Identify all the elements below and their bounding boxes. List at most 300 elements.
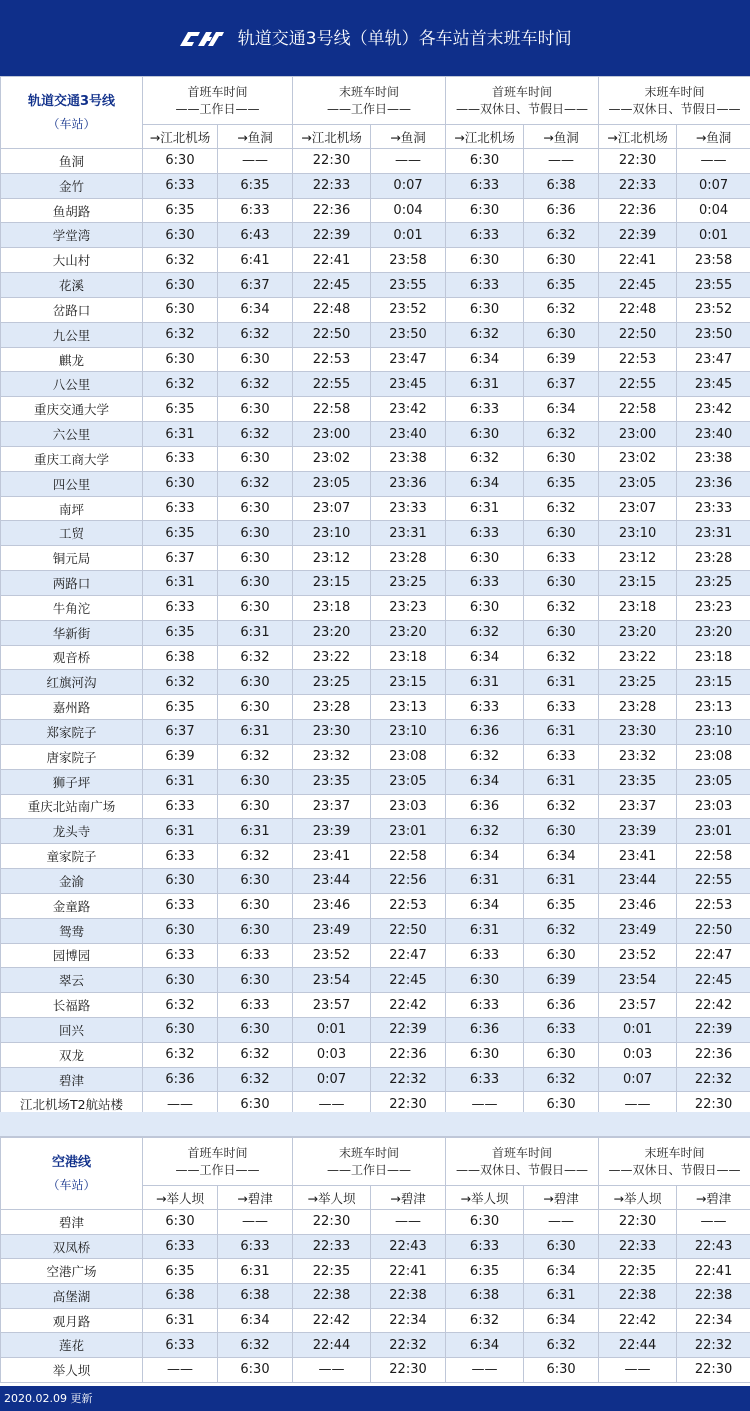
time-cell: 6:30	[143, 918, 218, 943]
time-cell: 6:30	[143, 273, 218, 298]
station-row	[1, 322, 750, 347]
time-cell: 23:49	[599, 918, 677, 943]
time-cell: 6:31	[218, 720, 293, 745]
time-cell: 6:30	[218, 794, 293, 819]
time-cell: 6:32	[446, 1308, 524, 1333]
time-cell: 6:30	[446, 595, 524, 620]
time-cell: 23:58	[371, 248, 446, 273]
time-cell: 6:32	[218, 1333, 293, 1358]
time-group-label: 首班车时间	[492, 84, 553, 99]
time-cell: 6:30	[143, 1017, 218, 1042]
time-cell: 23:00	[293, 422, 371, 447]
time-cell: 0:01	[677, 223, 750, 248]
time-cell: 6:35	[143, 198, 218, 223]
time-cell: 6:39	[524, 968, 599, 993]
time-cell: 22:47	[677, 943, 750, 968]
time-cell: 22:30	[293, 149, 371, 174]
time-cell: 23:15	[677, 670, 750, 695]
time-cell: 6:33	[143, 943, 218, 968]
time-cell: 22:36	[677, 1042, 750, 1067]
time-cell: 22:41	[293, 248, 371, 273]
time-cell: 22:34	[677, 1308, 750, 1333]
time-cell: 6:30	[524, 248, 599, 273]
time-cell: ——	[218, 149, 293, 174]
time-cell: 23:25	[677, 571, 750, 596]
time-cell: 6:32	[446, 819, 524, 844]
time-cell: 23:15	[599, 571, 677, 596]
time-cell: 23:01	[677, 819, 750, 844]
time-cell: 22:53	[371, 893, 446, 918]
time-cell: 22:44	[293, 1333, 371, 1358]
time-cell: 6:31	[446, 869, 524, 894]
time-cell: 22:50	[599, 322, 677, 347]
time-cell: 6:33	[143, 844, 218, 869]
station-row	[1, 695, 750, 720]
time-cell: 23:05	[599, 471, 677, 496]
time-cell: 6:33	[218, 943, 293, 968]
time-cell: 0:04	[371, 198, 446, 223]
station-name: 观音桥	[1, 645, 143, 670]
time-cell: 6:30	[218, 670, 293, 695]
time-cell: 6:30	[143, 869, 218, 894]
time-cell: 22:35	[599, 1259, 677, 1284]
time-group-label: 首班车时间	[187, 1145, 248, 1160]
time-cell: 6:34	[446, 471, 524, 496]
time-cell: 22:38	[677, 1284, 750, 1309]
time-cell: 23:41	[599, 844, 677, 869]
time-cell: 23:50	[371, 322, 446, 347]
time-cell: 22:35	[293, 1259, 371, 1284]
time-cell: ——	[371, 1210, 446, 1235]
station-row	[1, 993, 750, 1018]
time-cell: 22:58	[371, 844, 446, 869]
time-cell: 22:48	[293, 297, 371, 322]
time-cell: 22:38	[371, 1284, 446, 1309]
time-cell: 22:33	[293, 173, 371, 198]
time-cell: 6:33	[446, 695, 524, 720]
time-cell: 6:35	[143, 1259, 218, 1284]
time-cell: 23:22	[293, 645, 371, 670]
station-row	[1, 1234, 750, 1259]
time-cell: 6:32	[446, 446, 524, 471]
time-group-daytype: ——工作日——	[327, 1162, 412, 1177]
station-name: 重庆北站南广场	[1, 794, 143, 819]
station-name: 学堂湾	[1, 223, 143, 248]
time-cell: 23:31	[677, 521, 750, 546]
time-cell: 22:53	[677, 893, 750, 918]
time-cell: 6:32	[524, 223, 599, 248]
time-cell: 6:30	[218, 1358, 293, 1383]
station-name: 华新街	[1, 620, 143, 645]
time-cell: 23:08	[677, 744, 750, 769]
time-cell: 6:38	[143, 645, 218, 670]
time-cell: 6:35	[446, 1259, 524, 1284]
update-note: 2020.02.09 更新	[0, 1386, 750, 1411]
time-cell: 6:30	[218, 595, 293, 620]
time-cell: 6:30	[218, 546, 293, 571]
time-cell: 23:12	[293, 546, 371, 571]
crt-logo-icon	[178, 30, 224, 48]
time-group-header	[446, 1138, 599, 1186]
time-cell: 22:30	[599, 149, 677, 174]
time-cell: 6:33	[446, 1234, 524, 1259]
time-cell: 6:35	[143, 397, 218, 422]
time-cell: 6:32	[143, 670, 218, 695]
time-cell: 23:10	[293, 521, 371, 546]
time-cell: 23:50	[677, 322, 750, 347]
time-cell: 22:30	[677, 1358, 750, 1383]
station-name: 麒龙	[1, 347, 143, 372]
time-group-label: 末班车时间	[339, 1145, 400, 1160]
direction-header: →鱼洞	[371, 125, 446, 149]
time-cell: 23:15	[293, 571, 371, 596]
time-cell: 6:32	[524, 422, 599, 447]
time-cell: 6:30	[218, 1092, 293, 1117]
station-row	[1, 769, 750, 794]
time-cell: 22:43	[371, 1234, 446, 1259]
station-name: 双凤桥	[1, 1234, 143, 1259]
time-cell: 6:30	[218, 918, 293, 943]
time-cell: 6:38	[143, 1284, 218, 1309]
station-name: 空港广场	[1, 1259, 143, 1284]
time-cell: 23:37	[599, 794, 677, 819]
time-cell: 22:36	[371, 1042, 446, 1067]
time-cell: 23:25	[599, 670, 677, 695]
time-cell: 6:30	[143, 297, 218, 322]
time-cell: 6:32	[524, 1333, 599, 1358]
time-cell: 23:02	[599, 446, 677, 471]
time-cell: 23:32	[293, 744, 371, 769]
station-row	[1, 397, 750, 422]
time-cell: 23:25	[371, 571, 446, 596]
time-cell: 22:41	[371, 1259, 446, 1284]
time-cell: 6:34	[218, 297, 293, 322]
line-name-header	[1, 77, 143, 149]
time-cell: 6:30	[218, 347, 293, 372]
time-group-header	[599, 1138, 750, 1186]
station-name: 郑家院子	[1, 720, 143, 745]
station-row	[1, 1284, 750, 1309]
time-cell: 6:30	[524, 819, 599, 844]
time-cell: 6:30	[218, 496, 293, 521]
time-cell: 6:33	[143, 446, 218, 471]
time-cell: 6:34	[218, 1308, 293, 1333]
time-cell: 23:38	[677, 446, 750, 471]
time-cell: 0:01	[371, 223, 446, 248]
time-cell: 22:42	[293, 1308, 371, 1333]
direction-header: →碧津	[524, 1186, 599, 1210]
direction-header: →举人坝	[143, 1186, 218, 1210]
time-cell: 6:33	[446, 943, 524, 968]
time-cell: ——	[677, 1210, 750, 1235]
station-row	[1, 720, 750, 745]
time-group-daytype: ——双休日、节假日——	[456, 101, 589, 116]
station-name: 金渝	[1, 869, 143, 894]
time-cell: 6:30	[524, 943, 599, 968]
time-cell: 22:42	[371, 993, 446, 1018]
time-cell: 23:22	[599, 645, 677, 670]
station-name: 高堡湖	[1, 1284, 143, 1309]
station-row	[1, 1017, 750, 1042]
time-cell: 22:39	[293, 223, 371, 248]
time-cell: 23:44	[599, 869, 677, 894]
time-cell: 23:39	[293, 819, 371, 844]
time-cell: 0:03	[293, 1042, 371, 1067]
time-cell: 23:52	[677, 297, 750, 322]
time-cell: 23:02	[293, 446, 371, 471]
time-group-daytype: ——工作日——	[327, 101, 412, 116]
station-name: 铜元局	[1, 546, 143, 571]
time-cell: 6:37	[218, 273, 293, 298]
time-cell: 6:31	[143, 422, 218, 447]
station-row	[1, 918, 750, 943]
time-cell: ——	[599, 1358, 677, 1383]
station-name: 江北机场T2航站楼	[1, 1092, 143, 1117]
time-cell: 6:31	[446, 372, 524, 397]
time-cell: 6:32	[524, 595, 599, 620]
station-row	[1, 1333, 750, 1358]
time-cell: 23:52	[293, 943, 371, 968]
time-cell: 6:32	[143, 248, 218, 273]
time-cell: 23:32	[599, 744, 677, 769]
station-name: 园博园	[1, 943, 143, 968]
time-cell: 23:15	[371, 670, 446, 695]
time-cell: 23:28	[371, 546, 446, 571]
time-cell: 23:36	[371, 471, 446, 496]
time-cell: ——	[599, 1092, 677, 1117]
time-cell: ——	[446, 1358, 524, 1383]
time-cell: 6:34	[524, 1259, 599, 1284]
time-cell: 23:08	[371, 744, 446, 769]
time-cell: 23:30	[599, 720, 677, 745]
time-cell: 22:41	[677, 1259, 750, 1284]
direction-header: →碧津	[218, 1186, 293, 1210]
station-name: 金童路	[1, 893, 143, 918]
time-cell: 6:36	[446, 794, 524, 819]
station-row	[1, 744, 750, 769]
station-column-label: （车站）	[47, 1177, 96, 1192]
station-name: 举人坝	[1, 1358, 143, 1383]
time-cell: 23:20	[371, 620, 446, 645]
direction-header: →江北机场	[446, 125, 524, 149]
time-cell: 6:32	[218, 844, 293, 869]
time-cell: 23:55	[677, 273, 750, 298]
time-cell: 0:01	[293, 1017, 371, 1042]
time-cell: 23:13	[371, 695, 446, 720]
time-cell: 23:49	[293, 918, 371, 943]
time-cell: 23:03	[677, 794, 750, 819]
time-cell: 6:32	[524, 1067, 599, 1092]
station-row	[1, 521, 750, 546]
time-cell: 6:31	[446, 670, 524, 695]
time-cell: 6:36	[446, 720, 524, 745]
time-cell: 23:30	[293, 720, 371, 745]
time-cell: 0:01	[599, 1017, 677, 1042]
time-cell: 22:42	[599, 1308, 677, 1333]
direction-header: →江北机场	[293, 125, 371, 149]
time-cell: 6:30	[218, 521, 293, 546]
time-cell: 23:05	[677, 769, 750, 794]
time-cell: 23:40	[677, 422, 750, 447]
time-cell: 6:30	[218, 446, 293, 471]
direction-header: →江北机场	[599, 125, 677, 149]
time-cell: 23:28	[599, 695, 677, 720]
time-cell: 6:30	[524, 571, 599, 596]
station-row	[1, 1358, 750, 1383]
time-cell: 23:20	[677, 620, 750, 645]
time-cell: 23:31	[371, 521, 446, 546]
station-name: 两路口	[1, 571, 143, 596]
time-cell: 6:30	[446, 149, 524, 174]
time-cell: 22:41	[599, 248, 677, 273]
time-cell: 23:39	[599, 819, 677, 844]
time-group-header	[446, 77, 599, 125]
line-name: 轨道交通3号线	[27, 93, 116, 109]
time-group-header	[599, 77, 750, 125]
time-cell: ——	[293, 1092, 371, 1117]
time-cell: 22:36	[599, 198, 677, 223]
direction-header: →碧津	[371, 1186, 446, 1210]
time-cell: 6:30	[446, 422, 524, 447]
time-cell: 22:36	[293, 198, 371, 223]
station-row	[1, 546, 750, 571]
time-cell: 6:30	[218, 893, 293, 918]
time-cell: 6:34	[524, 397, 599, 422]
time-cell: 6:36	[524, 198, 599, 223]
time-cell: 6:33	[143, 1333, 218, 1358]
time-group-label: 首班车时间	[187, 84, 248, 99]
time-cell: 22:32	[371, 1333, 446, 1358]
time-cell: 6:31	[218, 620, 293, 645]
station-name: 牛角沱	[1, 595, 143, 620]
station-name: 九公里	[1, 322, 143, 347]
time-cell: 6:38	[446, 1284, 524, 1309]
time-group-header	[143, 77, 293, 125]
station-name: 花溪	[1, 273, 143, 298]
time-cell: 22:53	[599, 347, 677, 372]
time-cell: 6:43	[218, 223, 293, 248]
time-cell: 22:38	[599, 1284, 677, 1309]
direction-header: →鱼洞	[218, 125, 293, 149]
time-cell: 23:58	[677, 248, 750, 273]
time-cell: 6:32	[524, 794, 599, 819]
station-name: 六公里	[1, 422, 143, 447]
time-cell: 6:30	[143, 968, 218, 993]
direction-header: →举人坝	[446, 1186, 524, 1210]
line-name-header	[1, 1138, 143, 1210]
station-row	[1, 794, 750, 819]
time-cell: 6:31	[524, 720, 599, 745]
time-cell: 6:31	[524, 1284, 599, 1309]
time-cell: 6:30	[143, 149, 218, 174]
station-name: 岔路口	[1, 297, 143, 322]
time-cell: 23:28	[293, 695, 371, 720]
direction-header: →鱼洞	[677, 125, 750, 149]
time-cell: 23:03	[371, 794, 446, 819]
time-cell: 6:31	[218, 819, 293, 844]
time-cell: 6:31	[143, 769, 218, 794]
time-cell: 6:34	[446, 769, 524, 794]
time-cell: 6:33	[446, 1067, 524, 1092]
time-cell: 22:33	[599, 1234, 677, 1259]
station-name: 龙头寺	[1, 819, 143, 844]
station-name: 回兴	[1, 1017, 143, 1042]
time-cell: 22:39	[371, 1017, 446, 1042]
time-cell: 22:42	[677, 993, 750, 1018]
time-cell: 23:35	[293, 769, 371, 794]
time-cell: 6:33	[446, 571, 524, 596]
station-row	[1, 149, 750, 174]
time-cell: 6:33	[143, 893, 218, 918]
time-cell: 22:55	[293, 372, 371, 397]
time-group-header	[293, 77, 446, 125]
time-cell: 6:34	[524, 844, 599, 869]
time-cell: 6:33	[218, 198, 293, 223]
time-cell: 23:45	[371, 372, 446, 397]
title-banner	[0, 0, 750, 76]
station-name: 鸳鸯	[1, 918, 143, 943]
time-cell: ——	[524, 149, 599, 174]
time-cell: 6:32	[218, 471, 293, 496]
time-cell: 23:23	[677, 595, 750, 620]
time-cell: 6:38	[524, 173, 599, 198]
time-cell: 6:37	[143, 720, 218, 745]
time-cell: 23:47	[677, 347, 750, 372]
time-cell: 6:30	[446, 198, 524, 223]
time-cell: 23:55	[371, 273, 446, 298]
time-cell: 22:32	[677, 1067, 750, 1092]
station-name: 嘉州路	[1, 695, 143, 720]
time-cell: 6:30	[218, 571, 293, 596]
time-cell: 6:33	[446, 223, 524, 248]
time-cell: ——	[218, 1210, 293, 1235]
time-cell: 22:34	[371, 1308, 446, 1333]
time-cell: 6:32	[524, 918, 599, 943]
station-row	[1, 968, 750, 993]
station-name: 南坪	[1, 496, 143, 521]
time-cell: 23:18	[677, 645, 750, 670]
time-group-header	[293, 1138, 446, 1186]
time-cell: 6:32	[524, 645, 599, 670]
time-cell: 22:53	[293, 347, 371, 372]
time-cell: 6:31	[143, 819, 218, 844]
time-cell: 23:00	[599, 422, 677, 447]
time-cell: ——	[524, 1210, 599, 1235]
time-cell: 22:45	[371, 968, 446, 993]
time-cell: 6:30	[524, 1234, 599, 1259]
time-cell: 6:33	[446, 521, 524, 546]
time-cell: 6:32	[218, 422, 293, 447]
station-name: 碧津	[1, 1067, 143, 1092]
time-cell: 6:35	[143, 695, 218, 720]
time-cell: 6:38	[218, 1284, 293, 1309]
time-cell: 6:33	[218, 1234, 293, 1259]
time-cell: 22:39	[677, 1017, 750, 1042]
time-cell: 23:33	[371, 496, 446, 521]
time-cell: 22:48	[599, 297, 677, 322]
station-row	[1, 1042, 750, 1067]
time-cell: 23:25	[293, 670, 371, 695]
time-cell: 6:33	[524, 695, 599, 720]
time-cell: 22:58	[293, 397, 371, 422]
time-cell: 6:34	[446, 844, 524, 869]
station-row	[1, 1259, 750, 1284]
station-row	[1, 943, 750, 968]
time-cell: 22:50	[293, 322, 371, 347]
time-cell: 23:05	[293, 471, 371, 496]
station-row	[1, 223, 750, 248]
station-row	[1, 496, 750, 521]
